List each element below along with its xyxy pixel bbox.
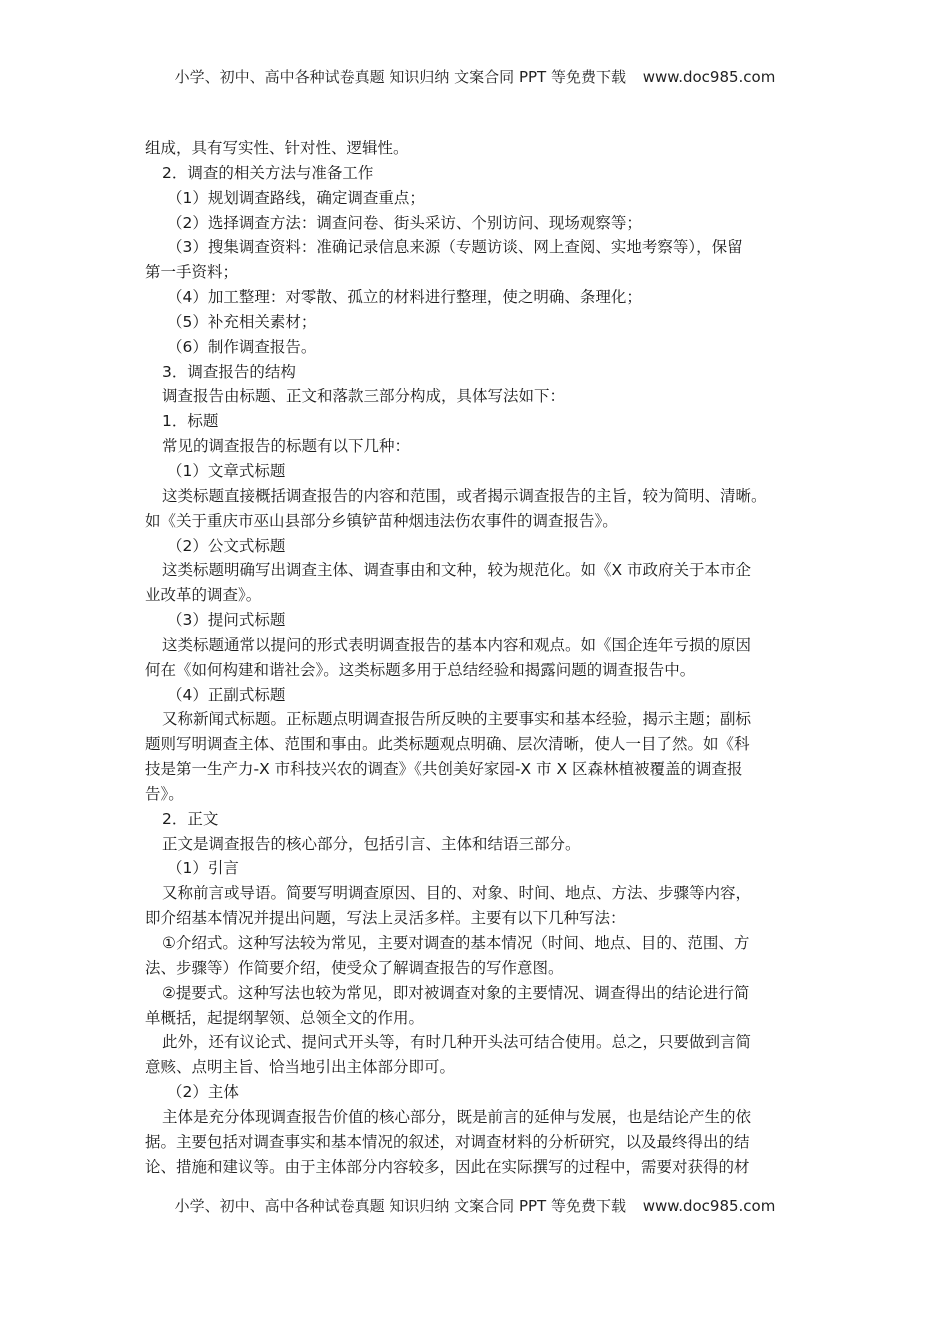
text-line: 3．调查报告的结构 <box>162 362 296 381</box>
text-line: 法、步骤等）作简要介绍，使受众了解调查报告的写作意图。 <box>145 958 564 977</box>
text-line: 第一手资料； <box>145 263 239 282</box>
page-header <box>0 66 950 87</box>
text-line: 单概括，起提纲挈领、总领全文的作用。 <box>145 1008 425 1027</box>
text-line: （1）规划调查路线，确定调查重点； <box>167 188 425 207</box>
text-line: ①介绍式。这种写法较为常见，主要对调查的基本情况（时间、地点、目的、范围、方 <box>162 934 750 952</box>
text-line: 告》。 <box>145 784 184 803</box>
text-line: 这类标题明确写出调查主体、调查事由和文种，较为规范化。如《X 市政府关于本市企 <box>162 561 752 580</box>
text-line: 主体是充分体现调查报告价值的核心部分，既是前言的延伸与发展，也是结论产生的依 <box>162 1107 752 1126</box>
text-line: 此外，还有议论式、提问式开头等，有时几种开头法可结合使用。总之，只要做到言简 <box>162 1033 752 1052</box>
footer-url[interactable]: www.doc985.com <box>642 1197 776 1215</box>
text-line: 何在《如何构建和谐社会》。这类标题多用于总结经验和揭露问题的调查报告中。 <box>145 660 696 679</box>
text-line: 题则写明调查主体、范围和事由。此类标题观点明确、层次清晰，使人一目了然。如《科 <box>145 735 750 754</box>
text-line: （3）提问式标题 <box>167 611 286 630</box>
footer-text: 小学、初中、高中各种试卷真题 知识归纳 文案合同 PPT 等免费下载 <box>174 1197 626 1215</box>
text-line: ②提要式。这种写法也较为常见，即对被调查对象的主要情况、调查得出的结论进行简 <box>162 983 750 1002</box>
page-footer <box>0 1195 950 1216</box>
text-line: 又称前言或导语。简要写明调查原因、目的、对象、时间、地点、方法、步骤等内容， <box>162 884 752 903</box>
text-line: 常见的调查报告的标题有以下几种： <box>162 437 411 456</box>
text-line: （1）引言 <box>167 859 239 878</box>
text-line: （4）正副式标题 <box>167 685 286 704</box>
text-line: 2．调查的相关方法与准备工作 <box>162 163 374 182</box>
text-line: 2．正文 <box>162 809 219 828</box>
text-line: 技是第一生产力-X 市科技兴农的调查》《共创美好家园-X 市 X 区森林植被覆盖的调查报 <box>145 760 743 779</box>
text-line: 即介绍基本情况并提出问题，写法上灵活多样。主要有以下几种写法： <box>145 909 626 928</box>
text-line: （2）主体 <box>167 1083 239 1102</box>
text-line: 组成，具有写实性、针对性、逻辑性。 <box>145 139 409 157</box>
text-line: 调查报告由标题、正文和落款三部分构成，具体写法如下： <box>162 387 566 406</box>
text-line: （6）制作调查报告。 <box>167 337 317 356</box>
text-line: 论、措施和建议等。由于主体部分内容较多，因此在实际撰写的过程中，需要对获得的材 <box>145 1157 750 1176</box>
text-line: 业改革的调查》。 <box>145 586 262 605</box>
text-line: 这类标题通常以提问的形式表明调查报告的基本内容和观点。如《国企连年亏损的原因 <box>162 635 752 654</box>
text-line: 据。主要包括对调查事实和基本情况的叙述，对调查材料的分析研究，以及最终得出的结 <box>145 1132 750 1151</box>
text-line: （2）选择调查方法：调查问卷、街头采访、个别访问、现场观察等； <box>167 213 642 232</box>
text-line: （3）搜集调查资料：准确记录信息来源（专题访谈、网上查阅、实地考察等），保留 <box>167 238 743 257</box>
text-line: 这类标题直接概括调查报告的内容和范围，或者揭示调查报告的主旨，较为简明、清晰。 <box>162 486 767 505</box>
text-line: 意赅、点明主旨、恰当地引出主体部分即可。 <box>145 1058 456 1077</box>
text-line: 又称新闻式标题。正标题点明调查报告所反映的主要事实和基本经验，揭示主题；副标 <box>162 710 752 729</box>
text-line: （4）加工整理：对零散、孤立的材料进行整理，使之明确、条理化； <box>167 288 642 307</box>
text-line: 如《关于重庆市巫山县部分乡镇铲苗种烟违法伤农事件的调查报告》。 <box>145 511 618 530</box>
document-body <box>145 136 810 1179</box>
text-line: （5）补充相关素材； <box>167 312 317 331</box>
text-line: 正文是调查报告的核心部分，包括引言、主体和结语三部分。 <box>162 834 581 853</box>
text-line: （2）公文式标题 <box>167 536 286 555</box>
text-line: （1）文章式标题 <box>167 461 286 480</box>
header-url[interactable]: www.doc985.com <box>642 68 776 86</box>
header-text: 小学、初中、高中各种试卷真题 知识归纳 文案合同 PPT 等免费下载 <box>174 68 626 86</box>
text-line: 1．标题 <box>162 412 219 431</box>
